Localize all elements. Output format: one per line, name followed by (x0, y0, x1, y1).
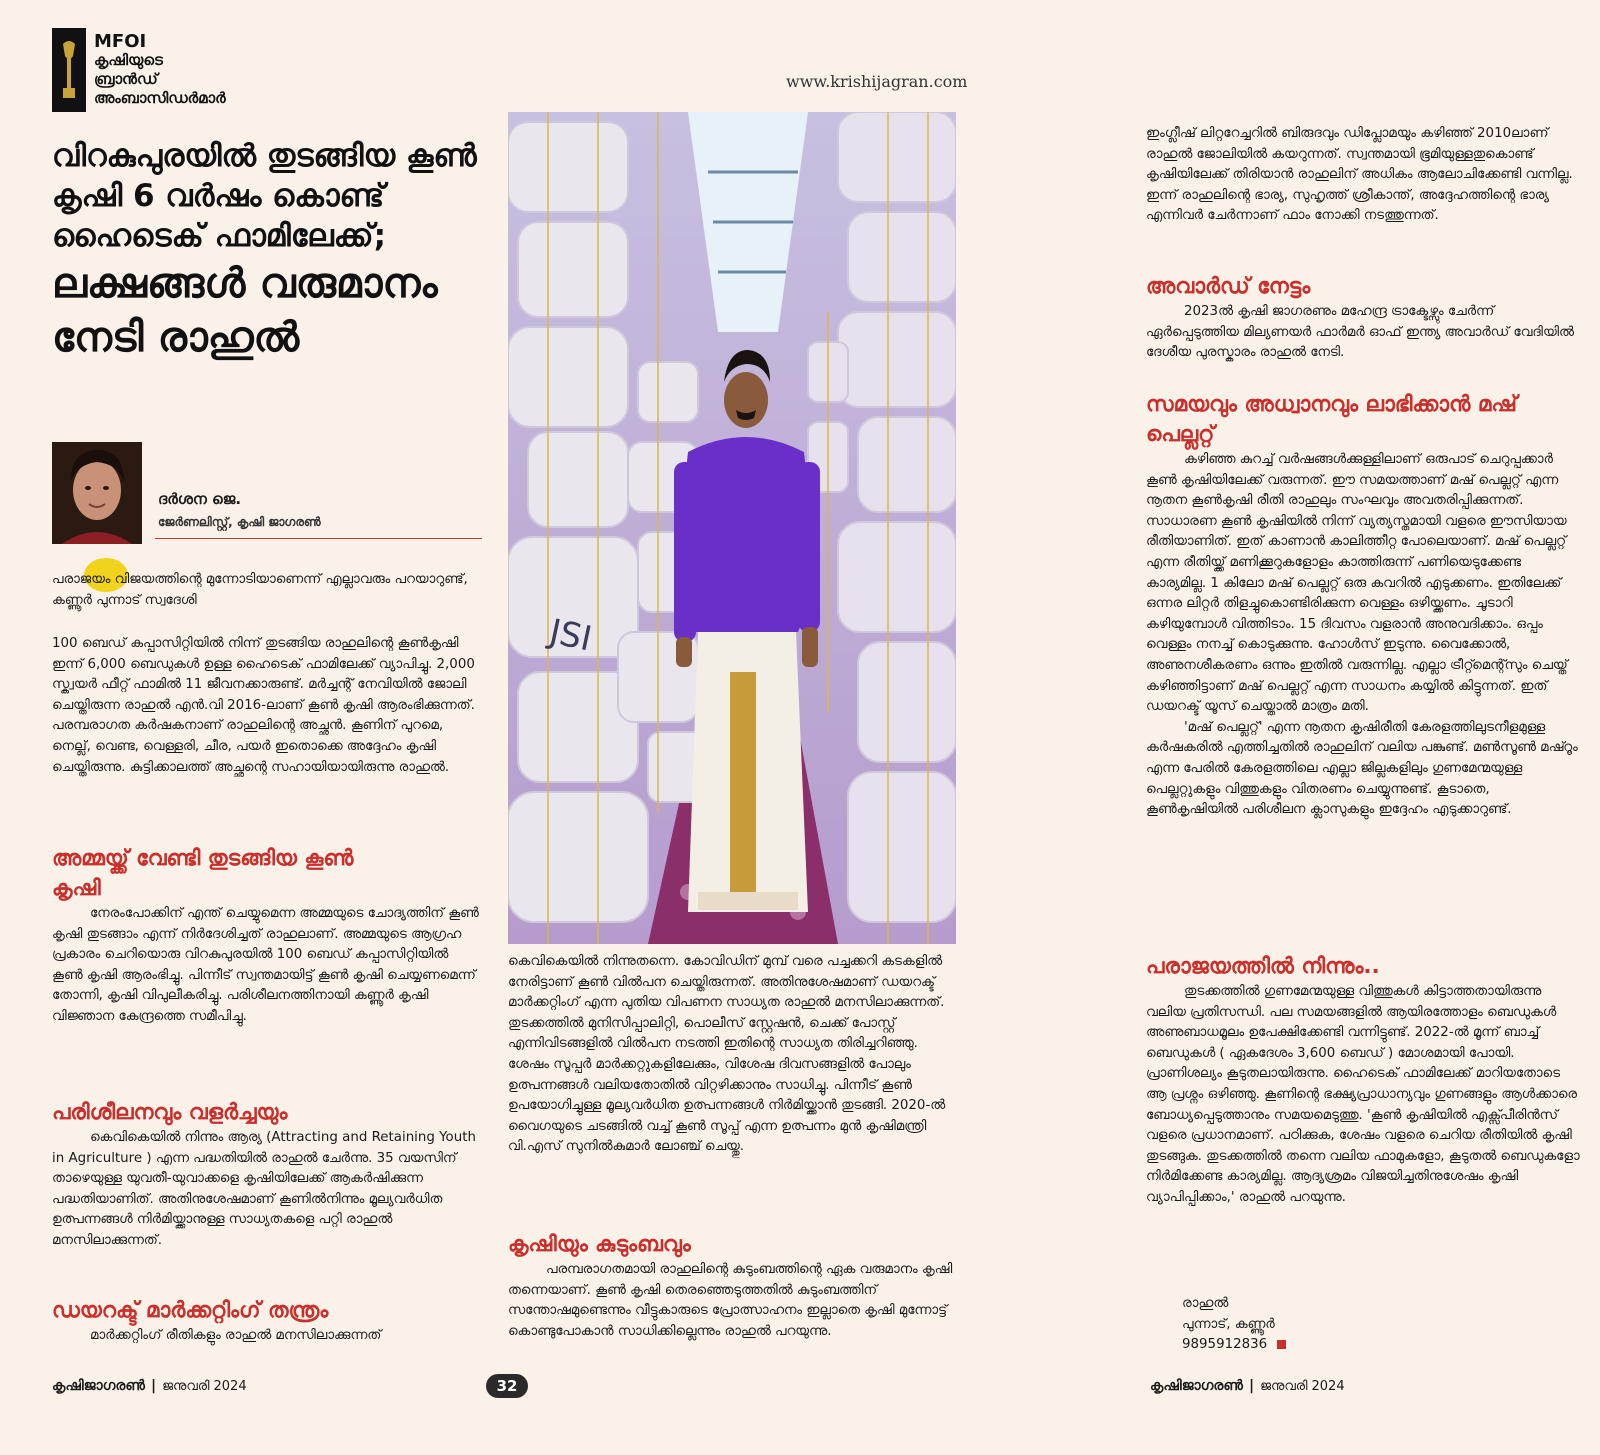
footer-left (52, 1378, 247, 1394)
section-body: തുടക്കത്തിൽ ഗുണമേന്മയുള്ള വിത്തുകൾ കിട്ടാത്തതായിരുന്നു വലിയ പ്രതിസന്ധി. പല സമയങ്ങളിൽ ആയിരത്തോളം ബെഡുകൾ അണുബാധമൂലം ഉപേക്ഷിക്കേണ്ടി വന്നിട്ടുണ്ട്. 2022-ൽ മൂന്ന് ബാച്ച് ബെഡുകൾ ( ഏകദേശം 3,600 ബെഡ് ) മോശമായി പോയി. പ്രാണിശല്യം കൂടുതലായിരുന്നു. ഹൈടെക് ഫാമിലേക്ക് മാറിയതോടെ ആ പ്രശ്നം ഒഴിഞ്ഞു. കൂണിന്റെ ഭക്ഷ്യപ്രാധാന്യവും ഗുണങ്ങളും ആൾക്കാരെ ബോധ്യപ്പെടുത്താനും സമയമെടുത്തു. 'കൂൺ കൃഷിയിൽ എക്സ്പീരിൻസ് വളരെ പ്രധാനമാണ്. പഠിക്കുക, ശേഷം വളരെ ചെറിയ രീതിയിൽ കൃഷി തുടങ്ങുക. തുടക്കത്തിൽ തന്നെ വലിയ ഫാമുകളോ, കൂടുതൽ ബെഡുകളോ നിർമിക്കേണ്ട കാര്യമില്ല. ആദ്യശ്രമം വിജയിച്ചതിനുശേഷം കൃഷി വ്യാപിപ്പിക്കാം,' രാഹുൽ പറയുന്നു. (1146, 984, 1580, 1205)
section-heading: കൃഷിയും കുടുംബവും (508, 1232, 691, 1257)
intro-paragraph: 100 ബെഡ് കപ്പാസിറ്റിയിൽ നിന്ന് തുടങ്ങിയ രാഹുലിന്റെ കൂൺകൃഷി ഇന്ന് 6,000 ബെഡുകൾ ഉള്ള ഹൈടെക് ഫാമിലേക്ക് വ്യാപിച്ചു. 2,000 സ്ക്വയർ ഫീറ്റ് ഫാമിൽ 11 ജീവനക്കാരുണ്ട്. മർച്ചന്റ് നേവിയിൽ ജോലി ചെയ്തിരുന്ന രാഹുൽ എൻ.വി 2016-ലാണ് കൂൺ കൃഷി ആരംഭിക്കുന്നത്. പരമ്പരാഗത കർഷകനാണ് രാഹുലിന്റെ അച്ഛൻ. കൂണിന് പുറമെ, നെല്ല്, വെണ്ട, വെള്ളരി, ചീര, പയർ ഇതൊക്കെ അദ്ദേഹം കൃഷി ചെയ്തിരുന്നു. കുട്ടിക്കാലത്ത് അച്ഛന്റെ സഹായിയായിരുന്നു രാഹുൽ. (52, 636, 475, 775)
section-7 (1146, 952, 1582, 1209)
logo-line-0: MFOI (94, 31, 147, 52)
headline-part-1: വിറകുപുരയിൽ തുടങ്ങിയ കൂൺ കൃഷി 6 വർഷം കൊണ്ട് ഹൈടെക് ഫാമിലേക്ക്; (52, 138, 477, 254)
end-mark-icon (1277, 1340, 1286, 1349)
trophy-icon (61, 38, 77, 102)
section-6 (1146, 390, 1582, 821)
section-heading: പരിശീലനവും വളർച്ചയും (52, 1100, 288, 1125)
section-1 (52, 844, 482, 1028)
section-4 (508, 1230, 956, 1342)
section-body: കെവികെയിൽ നിന്നും ആര്യ (Attracting and Retaining Youth in Agriculture ) എന്ന പദ്ധതിയിൽ രാഹുൽ ചേർന്നു. 35 വയസിന് താഴെയുള്ള യുവതീ-യുവാക്കളെ കൃഷിയിലേക്ക് ആകർഷിക്കുന്ന പദ്ധതിയാണിത്. അതിനുശേഷമാണ് കൂണിൽനിന്നും മൂല്യവർധിത ഉത്പന്നങ്ങൾ നിർമിയ്ക്കാനുള്ള സാധ്യതകളെ പറ്റി രാഹുൽ മനസിലാക്കുന്നത്. (52, 1130, 476, 1248)
award-logo-mark (52, 28, 86, 112)
contact-place: പുന്നാട്, കണ്ണൂർ (1182, 1316, 1275, 1332)
section-3 (52, 1296, 482, 1347)
logo-line-3: അംബാസിഡർമാർ (94, 89, 226, 107)
section-heading: സമയവും അധ്വാനവും ലാഭിക്കാൻ മഷ് പെല്ലറ്റ് (1146, 392, 1517, 447)
lead-paragraph: പരാജയം വിജയത്തിന്റെ മുന്നോടിയാണെന്ന് എല്ലാവരും പറയാറുണ്ട്, കണ്ണൂർ പുന്നാട് സ്വദേശി (52, 572, 468, 608)
middle-paragraph: കെവികെയിൽ നിന്നുതന്നെ. കോവിഡിന് മുമ്പ് വരെ പച്ചക്കറി കടകളിൽ നേരിട്ടാണ് കൂൺ വിൽപന ചെയ്തിരുന്നത്. അതിനുശേഷമാണ് ഡയറക്ട് മാർക്കറ്റിംഗ് എന്ന പുതിയ വിപണന സാധ്യത രാഹുൽ മനസിലാക്കുന്നത്. തുടക്കത്തിൽ മുനിസിപ്പാലിറ്റി, പൊലീസ് സ്റ്റേഷൻ, ചെക്ക് പോസ്റ്റ് എന്നിവിടങ്ങളിൽ വിൽപന നടത്തി ഇതിന്റെ സാധ്യത തിരിച്ചറിഞ്ഞു. ശേഷം സൂപ്പർ മാർക്കറ്റുകളിലേക്കും, വിശേഷ ദിവസങ്ങളിൽ പോലും ഉത്പന്നങ്ങൾ വലിയതോതിൽ വിറ്റഴിക്കാനും സാധിച്ചു. പിന്നീട് കൂൺ ഉപയോഗിച്ചുള്ള മൂല്യവർധിത ഉത്പന്നങ്ങൾ നിർമിയ്ക്കാൻ തുടങ്ങി. 2020-ൽ വൈഗയുടെ ചടങ്ങിൽ വച്ച് കൂൺ സൂപ്പ് എന്ന ഉത്പന്നം മുൻ കൃഷിമന്ത്രി വി.എസ് സുനിൽകുമാർ ലോഞ്ച് ചെയ്തു. (508, 954, 946, 1155)
section-body: നേരംപോക്കിന് എന്ത് ചെയ്യുമെന്ന അമ്മയുടെ ചോദ്യത്തിന് കൂൺ കൃഷി തുടങ്ങാം എന്ന് നിർദേശിച്ചത് രാഹുലാണ്. അമ്മയുടെ ആഗ്രഹ പ്രകാരം ചെറിയൊരു വിറകുപുരയിൽ 100 ബെഡ് കപ്പാസിറ്റിയിൽ കൂൺ കൃഷി ആരംഭിച്ചു. പിന്നീട് സ്വന്തമായിട്ട് കൂൺ കൃഷി ചെയ്യണമെന്ന് തോന്നി, കൃഷി വിപുലീകരിച്ചു. പരിശീലനത്തിനായി കണ്ണൂർ കൃഷി വിജ്ഞാന കേന്ദ്രത്തെ സമീപിച്ചു. (52, 906, 479, 1024)
col3-intro-paragraph: ഇംഗ്ലീഷ് ലിറ്ററേച്ചറിൽ ബിരുദവും ഡിപ്ലോമയും കഴിഞ്ഞ് 2010ലാണ് രാഹുൽ ജോലിയിൽ കയറുന്നത്. സ്വന്തമായി ഭൂമിയുള്ളതുകൊണ്ട് കൃഷിയിലേക്ക് തിരിയാൻ രാഹുലിന് അധികം ആലോചിക്കേണ്ടി വന്നില്ല. ഇന്ന് രാഹുലിന്റെ ഭാര്യ, സുഹൃത്ത് ശ്രീകാന്ത്, അദ്ദേഹത്തിന്റെ ഭാര്യ എന്നിവർ ചേർന്നാണ് ഫാം നോക്കി നടത്തുന്നത്. (1146, 126, 1573, 224)
footer-date: ജനുവരി 2024 (1260, 1379, 1345, 1394)
contact-block (1182, 1294, 1382, 1356)
section-body: പരമ്പരാഗതമായി രാഹുലിന്റെ കുടുംബത്തിന്റെ ഏക വരുമാനം കൃഷി തന്നെയാണ്. കൂൺ കൃഷി തെരഞ്ഞെടുത്തതിൽ കുടുംബത്തിന് സന്തോഷമുണ്ടെന്നും വീട്ടുകാരുടെ പ്രോത്സാഹനം ഇല്ലാതെ കൃഷി മുന്നോട്ട് കൊണ്ടുപോകാൻ സാധിക്കില്ലെന്നും രാഹുൽ പറയുന്നു. (508, 1262, 953, 1339)
footer-separator: | (150, 1378, 157, 1394)
section-5 (1146, 272, 1582, 364)
author-role: ജേർണലിസ്റ്റ്, കൃഷി ജാഗരൺ (158, 515, 321, 529)
author-name: ദർശന ജെ. (158, 490, 242, 508)
footer-brand: കൃഷിജാഗരൺ (1150, 1378, 1243, 1394)
footer-date: ജനുവരി 2024 (162, 1379, 247, 1394)
logo-line-2: ബ്രാൻഡ് (94, 70, 158, 88)
section-body: മാർക്കറ്റിംഗ് രീതികളും രാഹുൽ മനസിലാക്കുന്നത് (90, 1328, 382, 1343)
contact-name: രാഹുൽ (1182, 1296, 1229, 1311)
logo-line-1: കൃഷിയുടെ (94, 51, 163, 69)
headline-part-2: ലക്ഷങ്ങൾ വരുമാനം നേടി രാഹുൽ (52, 259, 438, 361)
section-heading: അവാർഡ് നേട്ടം (1146, 274, 1311, 299)
contact-phone-row (1182, 1335, 1382, 1356)
section-body-2: 'മഷ് പെല്ലറ്റ്' എന്ന നൂതന കൃഷിരീതി കേരളത്തിലുടനീളമുള്ള കർഷകരിൽ എത്തിച്ചതിൽ രാഹുലിന് വലിയ പങ്കുണ്ട്. മൺസൂൺ മഷ്റൂം എന്ന പേരിൽ കേരളത്തിലെ എല്ലാ ജില്ലകളിലും ഗുണമേന്മയുള്ള പെല്ലറ്റുകളും വിത്തുകളും വിതരണം ചെയ്യുന്നുണ്ട്. കൂടാതെ, കൂൺകൃഷിയിൽ പരിശീലന ക്ലാസുകളും ഇദ്ദേഹം എടുക്കാറുണ്ട്. (1146, 719, 1578, 818)
section-heading: പരാജയത്തിൽ നിന്നും.. (1146, 954, 1380, 979)
svg-text:JSI: JSI (546, 611, 596, 660)
award-logo-text (94, 32, 264, 108)
author-divider (155, 538, 482, 539)
section-body: കഴിഞ്ഞ കുറച്ച് വർഷങ്ങൾക്കുള്ളിലാണ് ഒരുപാട് ചെറുപ്പക്കാർ കൂൺ കൃഷിയിലേക്ക് വരുന്നത്. ഈ സമയത്താണ് മഷ് പെല്ലറ്റ് എന്ന നൂതന കൂൺകൃഷി രീതി രാഹുലും സംഘവും അവതരിപ്പിക്കുന്നത്. സാധാരണ കൂൺ കൃഷിയിൽ നിന്ന് വ്യത്യസ്തമായി വളരെ ഈസിയായ രീതിയാണിത്. ഇത് കാണാൻ കാലിത്തീറ്റ പോലെയാണ്. മഷ് പെല്ലറ്റ് എന്ന രീതിയ്ക്ക് മണിക്കൂറുകളോളം കാത്തിരുന്ന് പണിയെടുക്കേണ്ട കാര്യമില്ല. 1 കിലോ മഷ് പെല്ലറ്റ് ഒരു കവറിൽ എടുക്കണം. ഇതിലേക്ക് ഒന്നര ലിറ്റർ തിളച്ചുകൊണ്ടിരിക്കുന്ന വെള്ളം ഒഴിയ്ക്കണം. ചൂടാറി കഴിയുമ്പോൾ വിത്തിടാം. 15 ദിവസം വളരാൻ അനുവദിക്കാം. ഒപ്പം വെള്ളം നനച്ച് കൊടുക്കുന്നു. ഹോൾസ് ഇടുന്നു. വൈക്കോൽ, അണുനശീകരണം ഒന്നും ഇതിൽ വരുന്നില്ല. എല്ലാ ട്രീറ്റ്മെന്റ്സും ചെയ്ത് കഴിഞ്ഞിട്ടാണ് മഷ് പെല്ലറ്റ് എന്ന സാധനം കയ്യിൽ കിട്ടുന്നത്. ഇത് ഡയറക്ട് യൂസ് ചെയ്താൽ മാത്രം മതി. (1146, 452, 1568, 715)
website-url: www.krishijagran.com (786, 72, 968, 91)
contact-phone: 9895912836 (1182, 1337, 1268, 1353)
mushroom-farm-photo (508, 112, 956, 944)
section-heading: ഡയറക്ട് മാർക്കറ്റിംഗ് തന്ത്രം (52, 1298, 329, 1323)
footer-right (1150, 1378, 1345, 1394)
section-2 (52, 1098, 482, 1252)
section-body: 2023ൽ കൃഷി ജാഗരണും മഹേന്ദ്ര ട്രാക്ടേഴ്സും ചേർന്ന് ഏർപ്പെടുത്തിയ മില്യണയർ ഫാർമർ ഓഫ് ഇന്ത്യ അവാർഡ് വേദിയിൽ ദേശീയ പുരസ്കാരം രാഹുൽ നേടി. (1146, 304, 1574, 361)
footer-brand: കൃഷിജാഗരൺ (52, 1378, 145, 1394)
section-heading: അമ്മയ്ക്ക് വേണ്ടി തുടങ്ങിയ കൂൺ കൃഷി (52, 846, 354, 901)
footer-separator: | (1248, 1378, 1255, 1394)
author-photo (52, 442, 142, 544)
page-number: 32 (486, 1374, 528, 1398)
article-headline (52, 136, 492, 364)
